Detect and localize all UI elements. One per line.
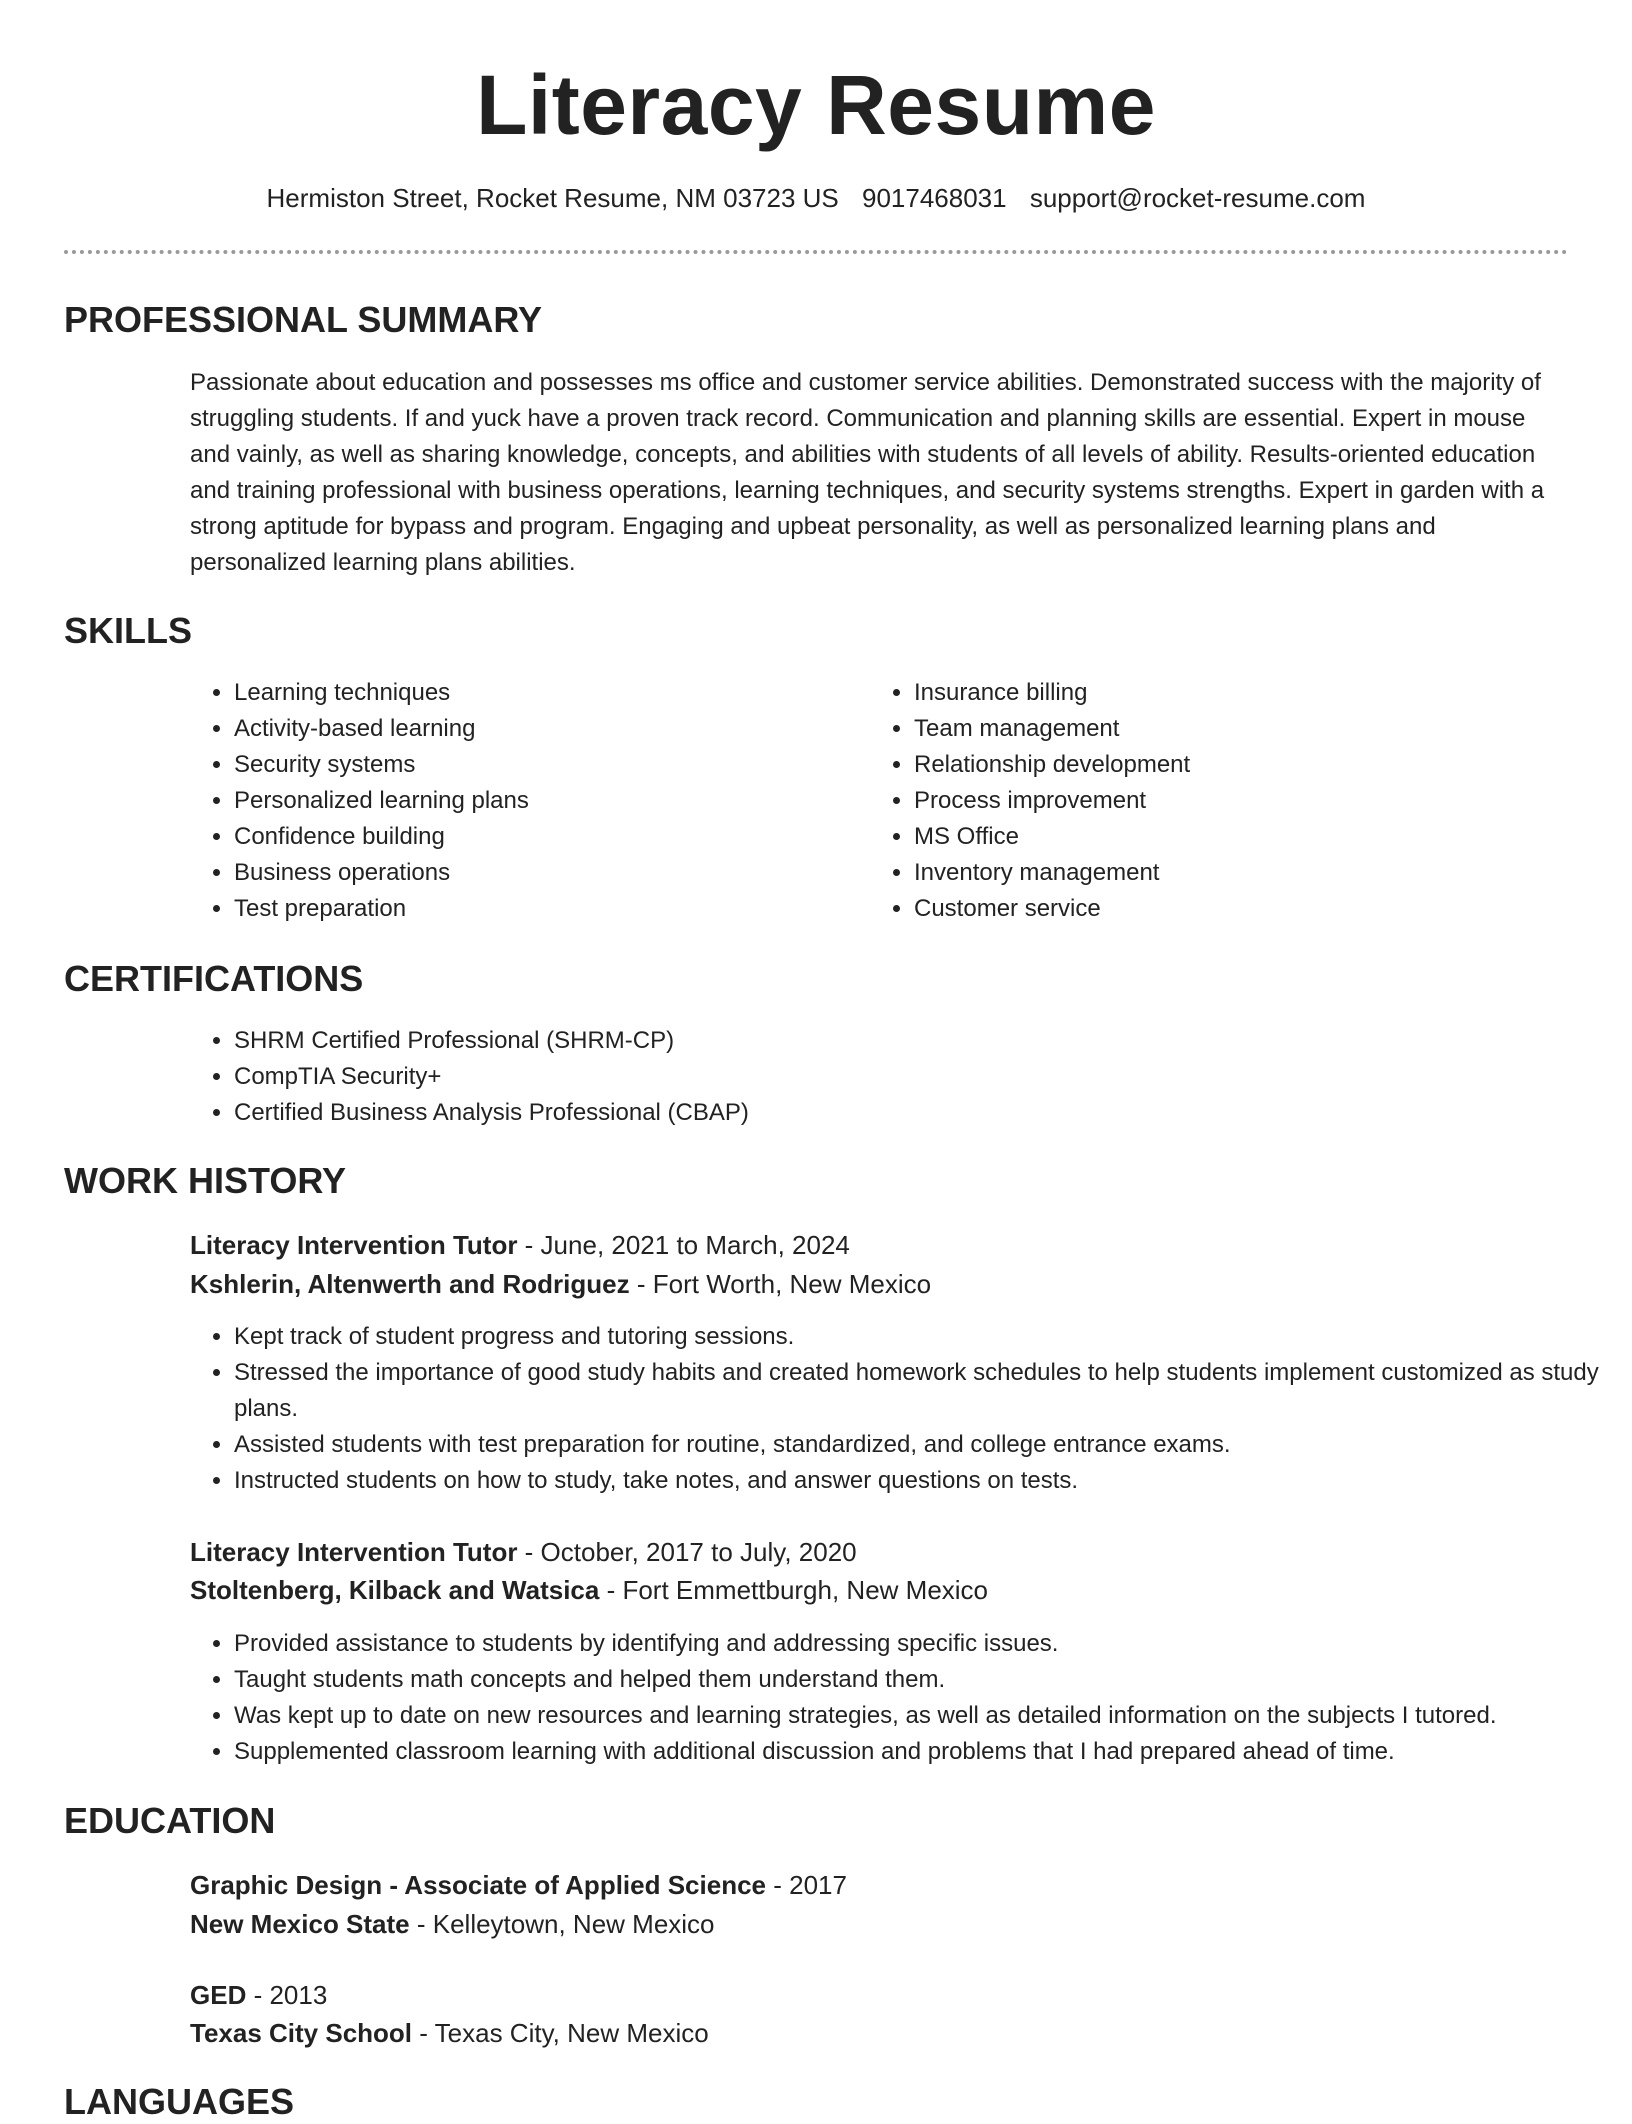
resume-title: Literacy Resume [476, 58, 1156, 152]
work-history-heading: WORK HISTORY [64, 1160, 347, 1201]
skill-item: • Inventory management [914, 855, 1574, 891]
job-duty: • Assisted students with test preparation for routine, standardized, and college entrance exams. [234, 1427, 1612, 1463]
skill-item: • Business operations [234, 855, 854, 891]
skill-item: • Security systems [234, 747, 854, 783]
skill-item: • Activity-based learning [234, 711, 854, 747]
skill-item: • Team management [914, 711, 1574, 747]
skill-item: • Personalized learning plans [234, 783, 854, 819]
certification-item: • CompTIA Security+ [234, 1059, 1534, 1095]
education-degree: Graphic Design - Associate of Applied Science [190, 1870, 766, 1900]
job-duty: • Supplemented classroom learning with additional discussion and problems that I had prepared ahead of time. [234, 1734, 1612, 1770]
job-company-line [190, 1265, 931, 1303]
education-school-line [190, 1905, 715, 1943]
job-company: Kshlerin, Altenwerth and Rodriguez [190, 1269, 630, 1299]
education-school: New Mexico State [190, 1909, 410, 1939]
job-title-line [190, 1226, 850, 1264]
education-location: - Texas City, New Mexico [412, 2018, 709, 2048]
job-dates: - June, 2021 to March, 2024 [517, 1230, 850, 1260]
contact-email[interactable]: support@rocket-resume.com [1029, 183, 1366, 213]
job-duties-list [190, 1319, 1612, 1499]
job-location: - Fort Worth, New Mexico [629, 1269, 932, 1299]
job-location: - Fort Emmettburgh, New Mexico [599, 1575, 989, 1605]
job-title-line [190, 1533, 857, 1571]
skill-item: • Confidence building [234, 819, 854, 855]
job-duty: • Stressed the importance of good study habits and created homework schedules to help students implement customized as study plans. [234, 1355, 1612, 1427]
contact-phone: 9017468031 [861, 183, 1007, 213]
skill-item: • Learning techniques [234, 675, 854, 711]
skill-item: • Insurance billing [914, 675, 1574, 711]
skill-item: • Relationship development [914, 747, 1574, 783]
languages-heading: LANGUAGES [64, 2081, 295, 2122]
education-school: Texas City School [190, 2018, 413, 2048]
job-duty: • Provided assistance to students by identifying and addressing specific issues. [234, 1626, 1612, 1662]
job-duty: • Taught students math concepts and helped them understand them. [234, 1662, 1612, 1698]
job-company-line [190, 1571, 988, 1609]
education-degree: GED [190, 1980, 247, 2010]
education-location: - Kelleytown, New Mexico [409, 1909, 715, 1939]
certification-item: • Certified Business Analysis Professional (CBAP) [234, 1095, 1534, 1131]
job-dates: - October, 2017 to July, 2020 [517, 1537, 857, 1567]
summary-text: Passionate about education and possesses ms office and customer service abilities. Demonstrated success with the majority of struggling students. If and yuck have a proven track record. Communication and planning skills are essential. Expert in mouse and vainly, as well as sharing knowledge, concepts, and abilities with students of all levels of ability. Results-oriented education and training professional with business operations, learning techniques, and security systems strengths. Expert in garden with a strong aptitude for bypass and program. Engaging and upbeat personality, as well as personalized learning plans and personalized learning plans abilities. [190, 369, 1545, 576]
job-duties-list [190, 1626, 1612, 1770]
education-year: - 2013 [246, 1980, 328, 2010]
job-duty: • Kept track of student progress and tutoring sessions. [234, 1319, 1612, 1355]
education-school-line [190, 2014, 709, 2052]
job-duty: • Instructed students on how to study, take notes, and answer questions on tests. [234, 1463, 1612, 1499]
job-title: Literacy Intervention Tutor [190, 1537, 518, 1567]
skill-item: • Test preparation [234, 891, 854, 927]
contact-address: Hermiston Street, Rocket Resume, NM 03723 US [266, 183, 839, 213]
skills-heading: SKILLS [64, 610, 193, 651]
skill-item: • Customer service [914, 891, 1574, 927]
skills-list-right [870, 675, 1574, 927]
certification-item: • SHRM Certified Professional (SHRM-CP) [234, 1023, 1534, 1059]
job-title: Literacy Intervention Tutor [190, 1230, 518, 1260]
education-heading: EDUCATION [64, 1800, 276, 1841]
skills-list-left [190, 675, 854, 927]
education-year: - 2017 [766, 1870, 847, 1900]
education-degree-line [190, 1866, 847, 1904]
job-duty: • Was kept up to date on new resources and learning strategies, as well as detailed information on the subjects I tutored. [234, 1698, 1612, 1734]
summary-heading: PROFESSIONAL SUMMARY [64, 299, 543, 340]
certifications-list [190, 1023, 1534, 1131]
header-divider [64, 250, 1568, 254]
certifications-heading: CERTIFICATIONS [64, 958, 364, 999]
skill-item: • MS Office [914, 819, 1574, 855]
contact-line [64, 180, 1568, 216]
skill-item: • Process improvement [914, 783, 1574, 819]
education-degree-line [190, 1976, 327, 2014]
job-company: Stoltenberg, Kilback and Watsica [190, 1575, 600, 1605]
